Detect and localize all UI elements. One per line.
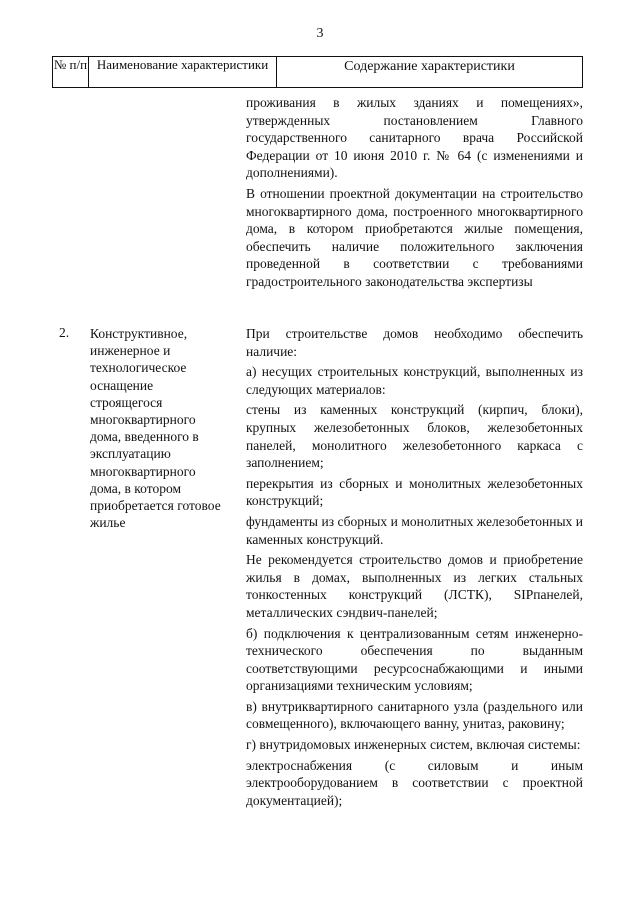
row2-content bbox=[246, 325, 583, 809]
row2-paragraph: При строительстве домов необходимо обеспечить наличие: bbox=[246, 326, 583, 359]
row1-paragraph-2: В отношении проектной документации на строительство многоквартирного дома, построенного многоквартирного дома, в котором приобретаются жилые помещения, обеспечить наличие положительного заключения проведенной в соответствии с требованиями градостроительного законодательства экспертизы bbox=[246, 185, 583, 289]
row2-number: 2. bbox=[59, 325, 70, 340]
row2-paragraph: перекрытия из сборных и монолитных железобетонных конструкций; bbox=[246, 475, 583, 509]
row2-paragraph: электроснабжения (с силовым и иным электрооборудованием в соответствии с проектной документацией); bbox=[246, 757, 583, 808]
row2-name: Конструктивное, инженерное и технологическое оснащение строящегося многоквартирного дома, введенного в эксплуатацию многоквартирного дома, в котором приобретается готовое жилье bbox=[90, 326, 221, 531]
page-number: 3 bbox=[316, 26, 324, 41]
row2-paragraph: Не рекомендуется строительство домов и приобретение жилья в домах, выполненных из легких стальных тонкостенных конструкций (ЛСТК), SIPпанелей, металлических сэндвич-панелей; bbox=[246, 552, 583, 620]
row1-paragraph-1: проживания в жилых зданиях и помещениях», утвержденных постановлением Главного государственного санитарного врача Российской Федерации от 10 июня 2010 г. № 64 (с изменениями и дополнениями). bbox=[246, 95, 583, 181]
header-col-number: № п/п bbox=[53, 57, 89, 87]
header-col-content: Содержание характеристики bbox=[344, 59, 515, 74]
row1-content bbox=[246, 94, 583, 291]
row2-paragraph: фундаменты из сборных и монолитных железобетонных и каменных конструкций. bbox=[246, 513, 583, 547]
row2-paragraph: г) внутридомовых инженерных систем, включая системы: bbox=[246, 737, 581, 753]
row2-paragraph: б) подключения к централизованным сетям инженерно-технического обеспечения по выданным соответствующими ресурсоснабжающими и иными организациями техническим условиям; bbox=[246, 625, 583, 694]
table-header bbox=[52, 56, 583, 88]
row2-paragraph: стены из каменных конструкций (кирпич, блоки), крупных железобетонных блоков, железобетонных панелей, монолитного железобетонного каркаса с заполнением; bbox=[246, 402, 583, 471]
header-col-name: Наименование характеристики bbox=[89, 57, 277, 87]
row2-paragraph: в) внутриквартирного санитарного узла (раздельного или совмещенного), включающего ванну, унитаз, раковину; bbox=[246, 698, 583, 732]
row2-paragraph: а) несущих строительных конструкций, выполненных из следующих материалов: bbox=[246, 364, 583, 397]
